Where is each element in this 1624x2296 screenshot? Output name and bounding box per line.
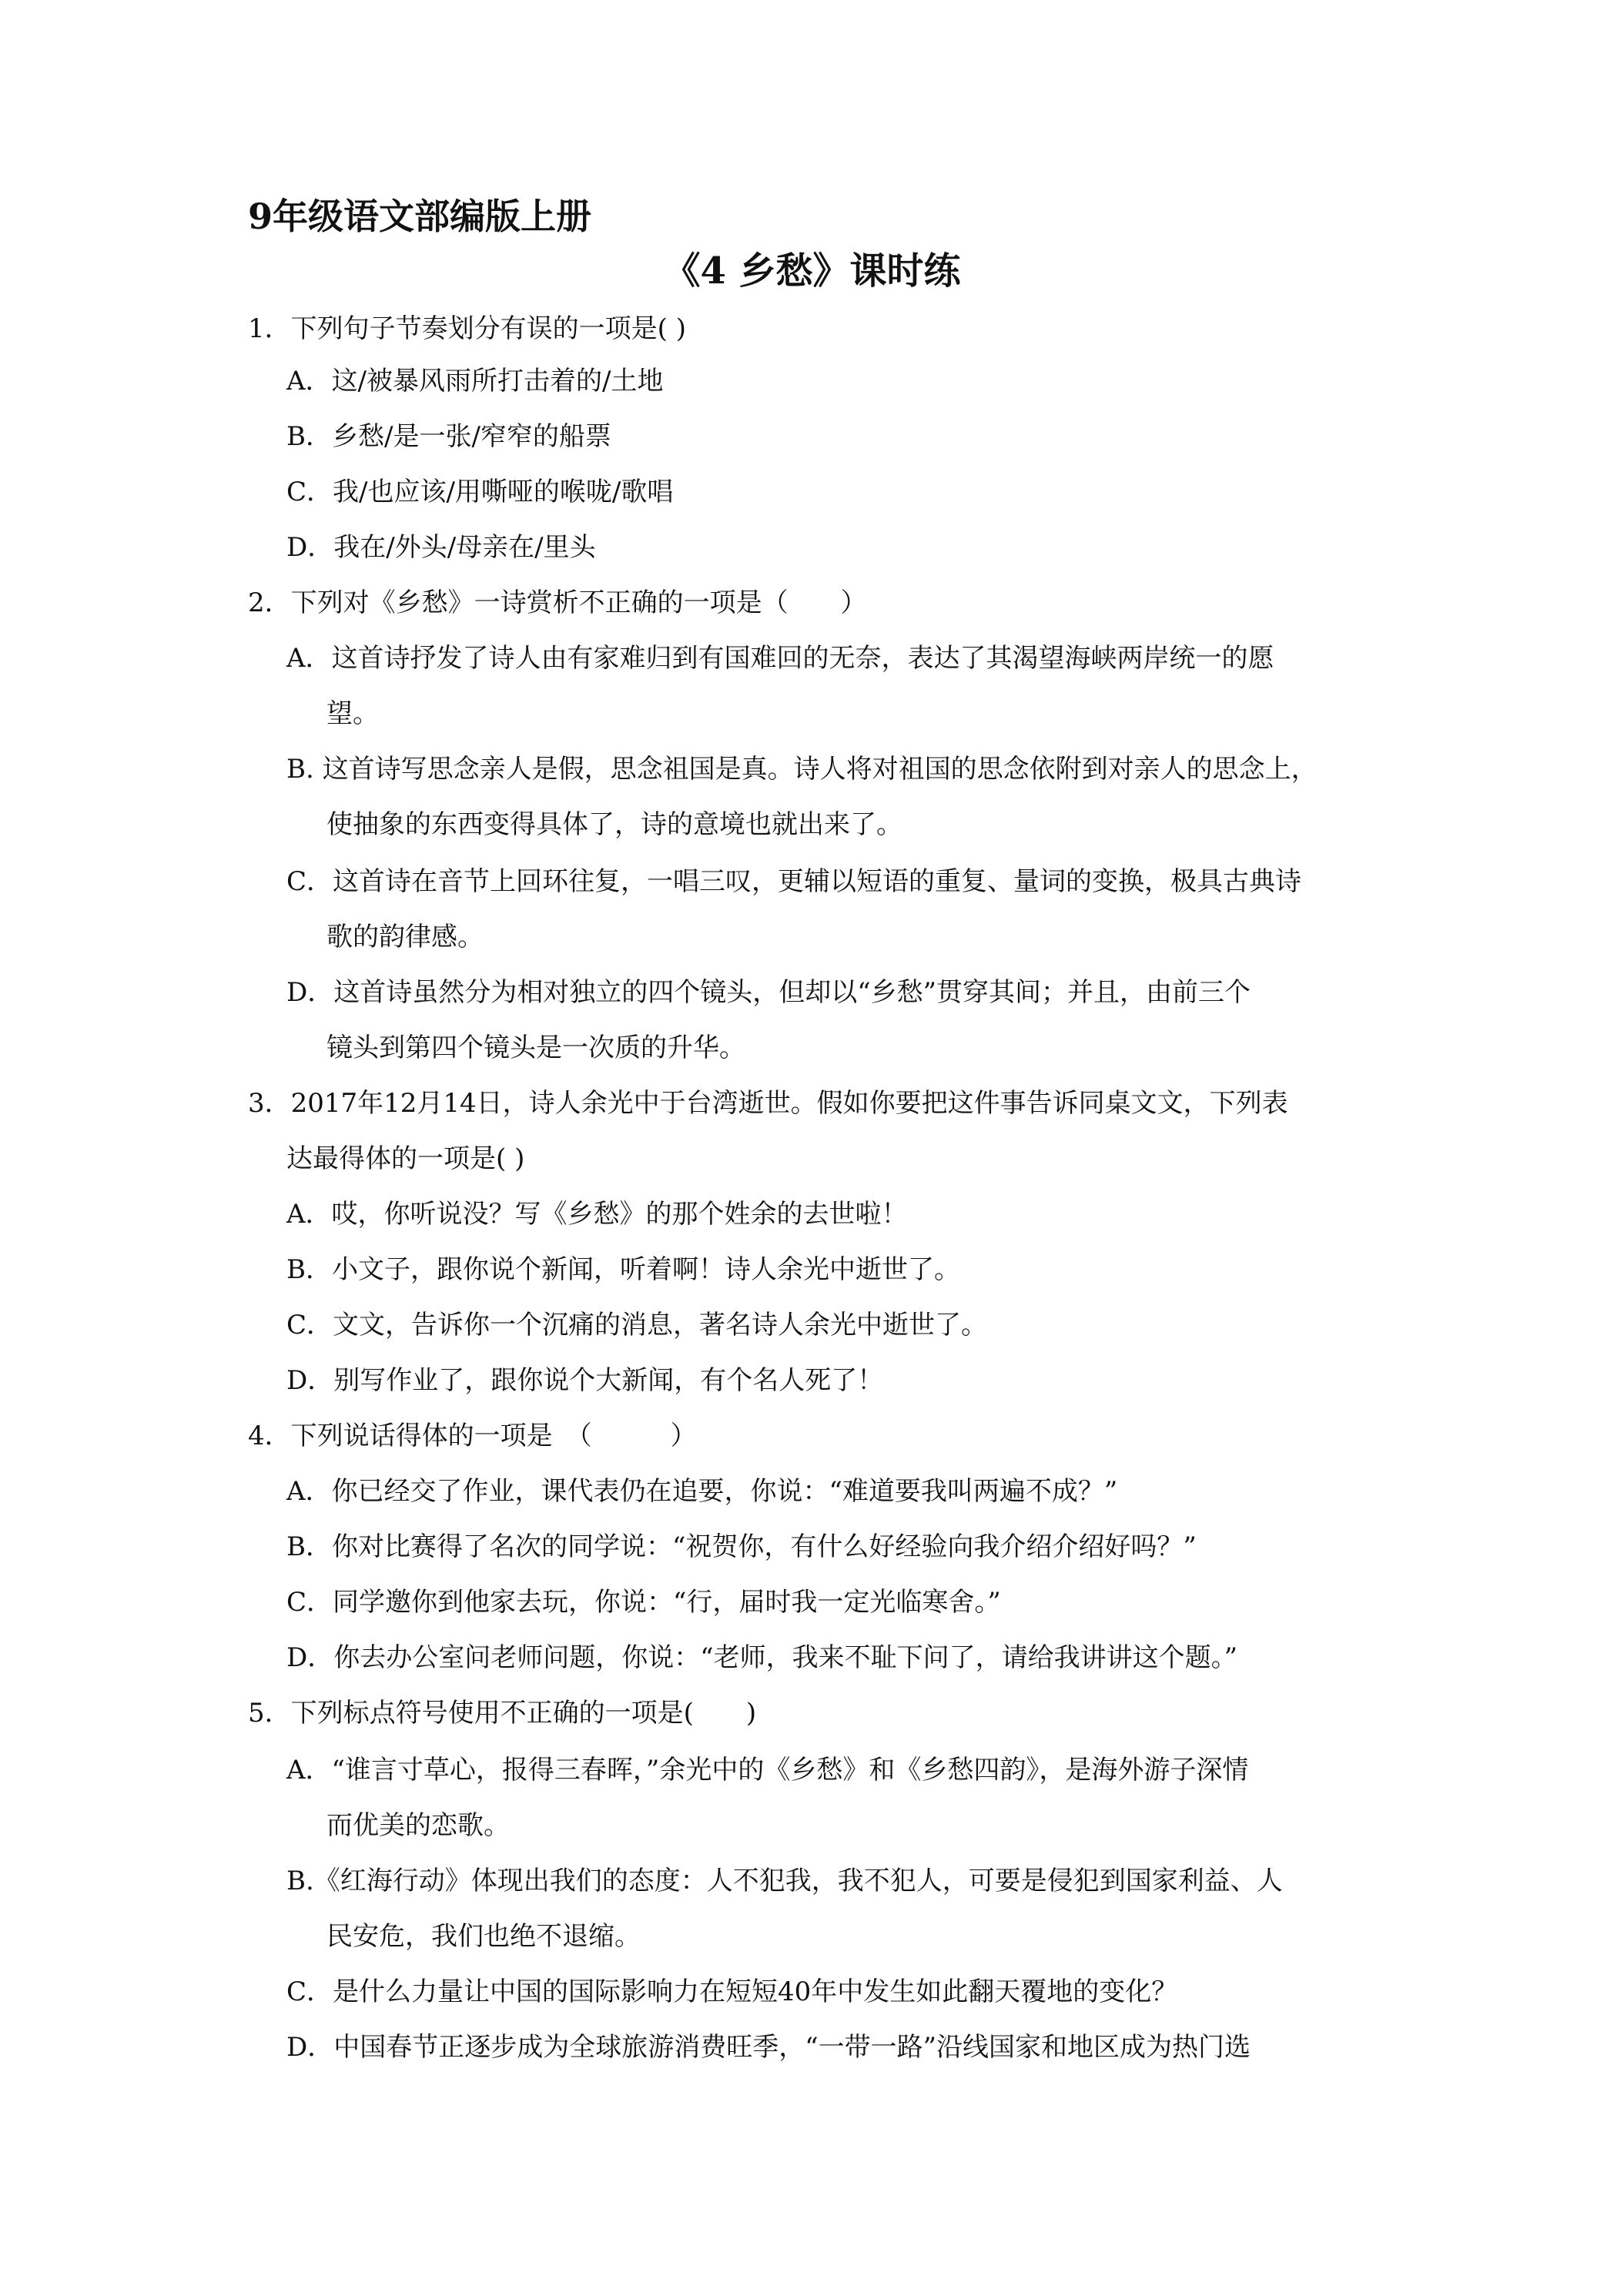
question-3-option-c: C．文文，告诉你一个沉痛的消息，著名诗人余光中逝世了。 [286, 1310, 988, 1340]
question-2-option-a: A．这首诗抒发了诗人由有家难归到有国难回的无奈，表达了其渴望海峡两岸统一的愿 [286, 643, 1274, 674]
question-4-stem: 4．下列说话得体的一项是 （ ） [248, 1421, 697, 1451]
question-5-option-c: C．是什么力量让中国的国际影响力在短短40年中发生如此翻天覆地的变化？ [286, 1976, 1178, 2007]
question-5-stem: 5．下列标点符号使用不正确的一项是( ) [248, 1698, 757, 1729]
question-3-stem-cont: 达最得体的一项是( ) [286, 1143, 525, 1174]
question-3-stem: 3．2017年12月14日，诗人余光中于台湾逝世。假如你要把这件事告诉同桌文文，下列表 [248, 1088, 1288, 1119]
question-1-stem: 1．下列句子节奏划分有误的一项是( ) [248, 313, 686, 344]
question-2-option-c: C．这首诗在音节上回环往复，一唱三叹，更辅以短语的重复、量词的变换，极具古典诗 [286, 866, 1302, 897]
question-2-option-d: D．这首诗虽然分为相对独立的四个镜头，但却以“乡愁”贯穿其间；并且，由前三个 [286, 977, 1251, 1008]
question-3-option-b: B．小文子，跟你说个新闻，听着啊！诗人余光中逝世了。 [286, 1254, 960, 1285]
question-3-option-d: D．别写作业了，跟你说个大新闻，有个名人死了！ [286, 1365, 884, 1396]
question-2-option-b-cont: 使抽象的东西变得具体了，诗的意境也就出来了。 [326, 809, 902, 840]
question-2-option-c-cont: 歌的韵律感。 [326, 922, 484, 952]
question-1-option-a: A．这/被暴风雨所打击着的/土地 [286, 366, 664, 397]
question-5-option-b-cont: 民安危，我们也绝不退缩。 [326, 1921, 641, 1952]
question-1-option-d: D．我在/外头/母亲在/里头 [286, 532, 596, 563]
question-4-option-d: D．你去办公室问老师问题，你说：“老师，我来不耻下问了，请给我讲讲这个题。” [286, 1642, 1238, 1673]
grade-title: 9年级语文部编版上册 [248, 196, 592, 237]
question-4-option-b: B．你对比赛得了名次的同学说：“祝贺你，有什么好经验向我介绍介绍好吗？” [286, 1531, 1197, 1562]
question-3-option-a: A．哎，你听说没？写《乡愁》的那个姓余的去世啦！ [286, 1199, 908, 1230]
question-4-option-a: A．你已经交了作业，课代表仍在追要，你说：“难道要我叫两遍不成？” [286, 1476, 1118, 1507]
lesson-title: 《4 乡愁》课时练 [663, 249, 961, 293]
question-5-option-d: D．中国春节正逐步成为全球旅游消费旺季，“一带一路”沿线国家和地区成为热门选 [286, 2032, 1251, 2063]
question-5-option-a: A．“谁言寸草心，报得三春晖，”余光中的《乡愁》和《乡愁四韵》，是海外游子深情 [286, 1755, 1249, 1786]
question-4-option-c: C．同学邀你到他家去玩，你说：“行，届时我一定光临寒舍。” [286, 1587, 1001, 1618]
question-2-option-d-cont: 镜头到第四个镜头是一次质的升华。 [326, 1033, 745, 1063]
question-5-option-a-cont: 而优美的恋歌。 [326, 1810, 510, 1841]
question-2-option-b: B. 这首诗写思念亲人是假，思念祖国是真。诗人将对祖国的思念依附到对亲人的思念上， [286, 754, 1318, 785]
question-1-option-b: B．乡愁/是一张/窄窄的船票 [286, 421, 611, 452]
question-5-option-b: B.《红海行动》体现出我们的态度：人不犯我，我不犯人，可要是侵犯到国家利益、人 [286, 1866, 1283, 1896]
question-2-stem: 2．下列对《乡愁》一诗赏析不正确的一项是（ ） [248, 587, 867, 618]
question-2-option-a-cont: 望。 [326, 698, 379, 729]
question-1-option-c: C．我/也应该/用嘶哑的喉咙/歌唱 [286, 477, 674, 507]
